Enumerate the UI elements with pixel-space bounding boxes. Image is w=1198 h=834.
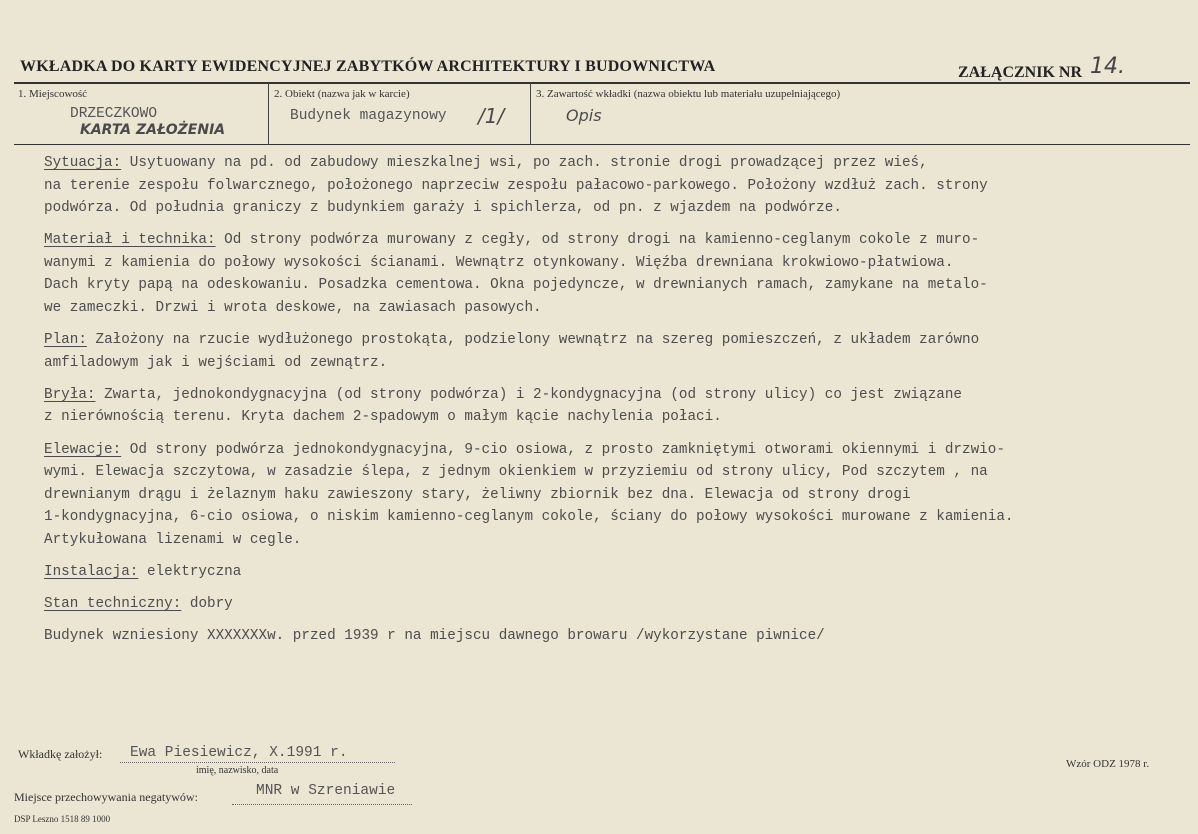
- description-paragraph: [44, 329, 1174, 374]
- line-text: Od strony podwórza jednokondygnacyjna, 9-cio osiowa, z prosto zamkniętymi otworami okiennymi i drzwio-: [121, 441, 1005, 458]
- inserted-by-hint: imię, nazwisko, data: [196, 765, 279, 776]
- object-value: Budynek magazynowy: [290, 108, 447, 124]
- inserted-by-label: Wkładkę założył:: [18, 747, 103, 761]
- object-note: /1/: [478, 104, 505, 128]
- annex-number-block: [958, 54, 1126, 83]
- line-text: drewnianym drągu i żelaznym haku zawieszony stary, żeliwny zbiornik bez dna. Elewacja od strony drogi: [44, 486, 911, 503]
- content-value: Opis: [566, 106, 602, 125]
- section-heading: Plan:: [44, 332, 87, 349]
- section-heading: Elewacje:: [44, 441, 122, 458]
- line-text: Założony na rzucie wydłużonego prostokąta, podzielony wewnątrz na szereg pomieszczeń, z układem zarówno: [86, 332, 980, 349]
- description-line: [44, 329, 1174, 352]
- form-code: Wzór ODZ 1978 r.: [1066, 758, 1150, 770]
- object-label: 2. Obiekt (nazwa jak w karcie): [274, 88, 410, 100]
- description-line: [44, 561, 1174, 584]
- description-paragraph: [44, 384, 1174, 429]
- line-text: z nierównością terenu. Kryta dachem 2-spadowym o małym kącie nachylenia połaci.: [44, 409, 722, 426]
- line-text: amfiladowym jak i wejściami od zewnątrz.: [44, 354, 388, 371]
- description-paragraph: [44, 625, 1174, 648]
- line-text: Budynek wzniesiony XXXXXXXw. przed 1939 r na miejscu dawnego browaru /wykorzystane piwnice/: [44, 628, 825, 645]
- locality-note: KARTA ZAŁOŻENIA: [80, 122, 226, 138]
- description-line: [44, 175, 1174, 198]
- description-line: [44, 352, 1174, 375]
- section-heading: Bryła:: [44, 386, 96, 403]
- section-heading: Instalacja:: [44, 564, 139, 580]
- description-line: [44, 406, 1174, 429]
- card-title: WKŁADKA DO KARTY EWIDENCYJNEJ ZABYTKÓW ARCHITEKTURY I BUDOWNICTWA: [20, 58, 716, 75]
- line-text: wymi. Elewacja szczytowa, w zasadzie ślepa, z jednym okienkiem w przyziemiu od strony ulicy, Pod szczytem , na: [44, 464, 988, 481]
- description-body: [44, 152, 1174, 657]
- line-text: Od strony podwórza murowany z cegły, od strony drogi na kamienno-ceglanym cokole z muro-: [215, 232, 980, 249]
- description-line: [44, 384, 1174, 407]
- section-heading: Materiał i technika:: [44, 232, 216, 249]
- line-text: na terenie zespołu folwarcznego, położonego naprzeciw zespołu pałacowo-parkowego. Położony wzdłuż zach. strony: [44, 177, 988, 194]
- description-line: [44, 152, 1174, 175]
- line-text: 1-kondygnacyjna, 6-cio osiowa, o niskim kamienno-ceglanym cokole, ściany do połowy wysokości murowane z kamienia.: [44, 509, 1014, 526]
- description-line: [44, 484, 1174, 507]
- description-line: [44, 461, 1174, 484]
- section-heading: Stan techniczny:: [44, 596, 182, 613]
- description-paragraph: [44, 561, 1174, 584]
- storage-label: Miejsce przechowywania negatywów:: [14, 790, 198, 804]
- description-paragraph: [44, 229, 1174, 319]
- storage-dots: [232, 804, 412, 805]
- description-line: [44, 593, 1174, 616]
- content-label: 3. Zawartość wkładki (nazwa obiektu lub materiału uzupełniającego): [536, 88, 841, 100]
- inserted-by-value: Ewa Piesiewicz, X.1991 r.: [130, 745, 348, 761]
- description-line: [44, 625, 1174, 648]
- description-line: [44, 297, 1174, 320]
- line-text: Dach kryty papą na odeskowaniu. Posadzka cementowa. Okna pojedyncze, w drewnianych ramach, zamykane na metalo-: [44, 277, 988, 294]
- description-line: [44, 529, 1174, 552]
- annex-number: 14.: [1090, 54, 1126, 79]
- locality-label: 1. Miejscowość: [18, 88, 88, 100]
- line-text: Artykułowana lizenami w cegle.: [44, 531, 302, 548]
- field-divider-2: [530, 83, 531, 145]
- line-text: Zwarta, jednokondygnacyjna (od strony podwórza) i 2-kondygnacyjna (od strony ulicy) co jest związane: [95, 386, 963, 403]
- field-divider-1: [268, 83, 269, 145]
- annex-label: ZAŁĄCZNIK NR: [958, 64, 1083, 81]
- line-text: Usytuowany na pd. od zabudowy mieszkalnej wsi, po zach. stronie drogi prowadzącej przez wieś,: [121, 155, 928, 171]
- description-line: [44, 197, 1174, 220]
- description-paragraph: [44, 152, 1174, 220]
- description-line: [44, 252, 1174, 275]
- locality-value: DRZECZKOWO: [70, 106, 158, 122]
- description-line: [44, 439, 1174, 462]
- storage-value: MNR w Szreniawie: [256, 783, 396, 799]
- description-line: [44, 506, 1174, 529]
- line-text: dobry: [181, 596, 233, 613]
- section-heading: Sytuacja:: [44, 155, 122, 171]
- header-rule: [14, 82, 1190, 84]
- description-line: [44, 274, 1174, 297]
- fields-rule: [14, 144, 1190, 145]
- description-line: [44, 229, 1174, 252]
- description-paragraph: [44, 439, 1174, 552]
- line-text: wanymi z kamienia do połowy wysokości ścianami. Wewnątrz otynkowany. Więźba drewniana krokwiowo-płatwiowa.: [44, 254, 954, 271]
- print-code: DSP Leszno 1518 89 1000: [14, 814, 111, 824]
- inserted-by-dots: [120, 762, 395, 763]
- line-text: we zameczki. Drzwi i wrota deskowe, na zawiasach pasowych.: [44, 300, 542, 317]
- line-text: elektryczna: [138, 564, 242, 580]
- line-text: podwórza. Od południa graniczy z budynkiem garaży i spichlerza, od pn. z wjazdem na podwórze.: [44, 200, 842, 217]
- description-paragraph: [44, 593, 1174, 616]
